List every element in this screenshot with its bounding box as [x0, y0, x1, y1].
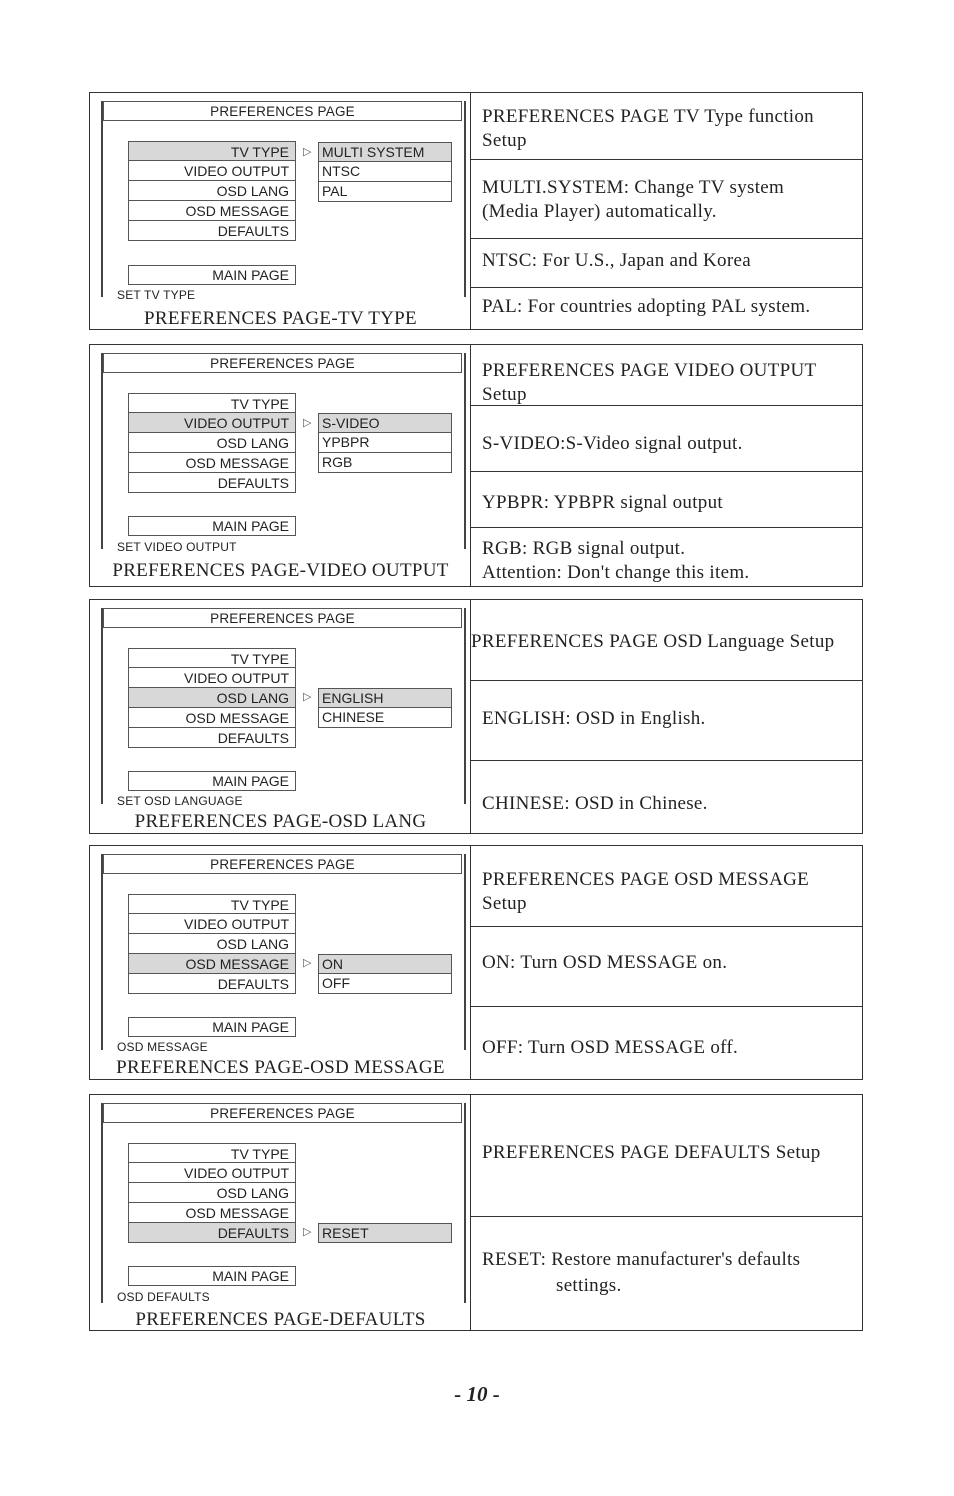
option-s-video[interactable]: S-VIDEO [318, 413, 452, 433]
description-table [471, 1095, 862, 1330]
menu-item-tv-type[interactable]: TV TYPE [128, 1143, 296, 1163]
osd-screen [101, 608, 466, 808]
osd-menu [128, 393, 296, 493]
desc-rgb: RGB: RGB signal output. Attention: Don't change this item. [482, 538, 750, 583]
menu-item-video-output[interactable]: VIDEO OUTPUT [128, 161, 296, 181]
description-table [471, 600, 862, 833]
osd-panel [90, 345, 471, 586]
section-video-output [89, 344, 863, 587]
menu-item-osd-message[interactable]: OSD MESSAGE [128, 1203, 296, 1223]
osd-submenu [318, 413, 452, 473]
osd-title: PREFERENCES PAGE [103, 101, 462, 121]
option-on[interactable]: ON [318, 954, 452, 974]
menu-item-tv-type[interactable]: TV TYPE [128, 894, 296, 914]
main-page-button[interactable]: MAIN PAGE [128, 771, 296, 791]
main-page-button[interactable]: MAIN PAGE [128, 1017, 296, 1037]
menu-item-defaults[interactable]: DEFAULTS [128, 473, 296, 493]
osd-screen [101, 101, 466, 302]
osd-submenu [318, 142, 452, 202]
osd-menu [128, 1143, 296, 1243]
option-rgb[interactable]: RGB [318, 453, 452, 473]
option-chinese[interactable]: CHINESE [318, 708, 452, 728]
section-osd-message [89, 845, 863, 1080]
menu-item-osd-lang[interactable]: OSD LANG [128, 934, 296, 954]
option-pal[interactable]: PAL [318, 182, 452, 202]
menu-item-video-output[interactable]: VIDEO OUTPUT [128, 413, 296, 433]
osd-panel [90, 846, 471, 1079]
osd-submenu [318, 688, 452, 728]
section-caption: PREFERENCES PAGE-VIDEO OUTPUT [112, 560, 449, 581]
osd-status: SET VIDEO OUTPUT [117, 540, 237, 554]
menu-item-video-output[interactable]: VIDEO OUTPUT [128, 1163, 296, 1183]
desc-heading: PREFERENCES PAGE TV Type function Setup [471, 93, 862, 160]
menu-item-video-output[interactable]: VIDEO OUTPUT [128, 668, 296, 688]
description-table [471, 345, 862, 586]
menu-item-osd-message[interactable]: OSD MESSAGE [128, 201, 296, 221]
osd-menu [128, 894, 296, 994]
arrow-right-icon: ▷ [303, 1226, 312, 1238]
menu-item-defaults[interactable]: DEFAULTS [128, 728, 296, 748]
menu-item-osd-message[interactable]: OSD MESSAGE [128, 453, 296, 473]
osd-menu [128, 141, 296, 241]
osd-title: PREFERENCES PAGE [103, 353, 462, 373]
osd-submenu [318, 1223, 452, 1243]
main-page-button[interactable]: MAIN PAGE [128, 265, 296, 285]
menu-item-defaults[interactable]: DEFAULTS [128, 974, 296, 994]
section-caption: PREFERENCES PAGE-OSD LANG [134, 811, 427, 832]
main-page-button[interactable]: MAIN PAGE [128, 516, 296, 536]
section-tv-type [89, 92, 863, 330]
arrow-right-icon: ▷ [303, 691, 312, 703]
arrow-right-icon: ▷ [303, 417, 312, 429]
menu-item-osd-message[interactable]: OSD MESSAGE [128, 708, 296, 728]
menu-item-osd-lang[interactable]: OSD LANG [128, 688, 296, 708]
desc-off: OFF: Turn OSD MESSAGE off. [482, 1037, 739, 1058]
osd-title: PREFERENCES PAGE [103, 608, 462, 628]
desc-ntsc: NTSC: For U.S., Japan and Korea [471, 239, 862, 288]
page-number: - 10 - [454, 1382, 500, 1406]
menu-item-tv-type[interactable]: TV TYPE [128, 648, 296, 668]
osd-panel [90, 1095, 471, 1330]
menu-item-defaults[interactable]: DEFAULTS [128, 221, 296, 241]
desc-heading: PREFERENCES PAGE OSD MESSAGE Setup [471, 846, 862, 927]
desc-on: ON: Turn OSD MESSAGE on. [471, 927, 862, 1007]
desc-heading: PREFERENCES PAGE DEFAULTS Setup [471, 1095, 862, 1217]
osd-menu [128, 648, 296, 748]
description-table [471, 93, 862, 329]
desc-multi-system: MULTI.SYSTEM: Change TV system (Media Player) automatically. [471, 160, 862, 239]
desc-ypbpr: YPBPR: YPBPR signal output [471, 472, 862, 528]
desc-english: ENGLISH: OSD in English. [471, 681, 862, 761]
description-table [471, 846, 862, 1079]
osd-submenu [318, 954, 452, 994]
option-reset[interactable]: RESET [318, 1223, 452, 1243]
osd-screen [101, 1103, 466, 1303]
desc-s-video: S-VIDEO:S-Video signal output. [471, 406, 862, 472]
osd-panel [90, 600, 471, 833]
osd-title: PREFERENCES PAGE [103, 854, 462, 874]
menu-item-osd-lang[interactable]: OSD LANG [128, 433, 296, 453]
section-defaults [89, 1094, 863, 1331]
osd-status: SET OSD LANGUAGE [117, 794, 243, 808]
menu-item-osd-message[interactable]: OSD MESSAGE [128, 954, 296, 974]
menu-item-tv-type[interactable]: TV TYPE [128, 393, 296, 413]
section-caption: PREFERENCES PAGE-DEFAULTS [135, 1309, 426, 1330]
main-page-button[interactable]: MAIN PAGE [128, 1266, 296, 1286]
option-ypbpr[interactable]: YPBPR [318, 433, 452, 453]
menu-item-osd-lang[interactable]: OSD LANG [128, 1183, 296, 1203]
section-osd-lang [89, 599, 863, 834]
osd-screen [101, 854, 466, 1054]
menu-item-defaults[interactable]: DEFAULTS [128, 1223, 296, 1243]
desc-heading: PREFERENCES PAGE VIDEO OUTPUT Setup [471, 345, 862, 406]
osd-status: OSD DEFAULTS [117, 1290, 210, 1304]
arrow-right-icon: ▷ [303, 146, 312, 158]
menu-item-tv-type[interactable]: TV TYPE [128, 141, 296, 161]
osd-title: PREFERENCES PAGE [103, 1103, 462, 1123]
menu-item-osd-lang[interactable]: OSD LANG [128, 181, 296, 201]
osd-status: SET TV TYPE [117, 288, 196, 302]
arrow-right-icon: ▷ [303, 957, 312, 969]
menu-item-video-output[interactable]: VIDEO OUTPUT [128, 914, 296, 934]
desc-pal: PAL: For countries adopting PAL system. [482, 296, 811, 317]
section-caption: PREFERENCES PAGE-TV TYPE [144, 308, 417, 329]
desc-heading: PREFERENCES PAGE OSD Language Setup [471, 600, 862, 681]
section-caption: PREFERENCES PAGE-OSD MESSAGE [116, 1057, 445, 1078]
osd-panel [90, 93, 471, 329]
desc-reset: RESET: Restore manufacturer's defaults settings. [482, 1249, 801, 1296]
option-english[interactable]: ENGLISH [318, 688, 452, 708]
osd-status: OSD MESSAGE [117, 1040, 208, 1054]
option-ntsc[interactable]: NTSC [318, 162, 452, 182]
option-multi-system[interactable]: MULTI SYSTEM [318, 142, 452, 162]
option-off[interactable]: OFF [318, 974, 452, 994]
osd-screen [101, 353, 466, 554]
desc-chinese: CHINESE: OSD in Chinese. [482, 793, 708, 814]
